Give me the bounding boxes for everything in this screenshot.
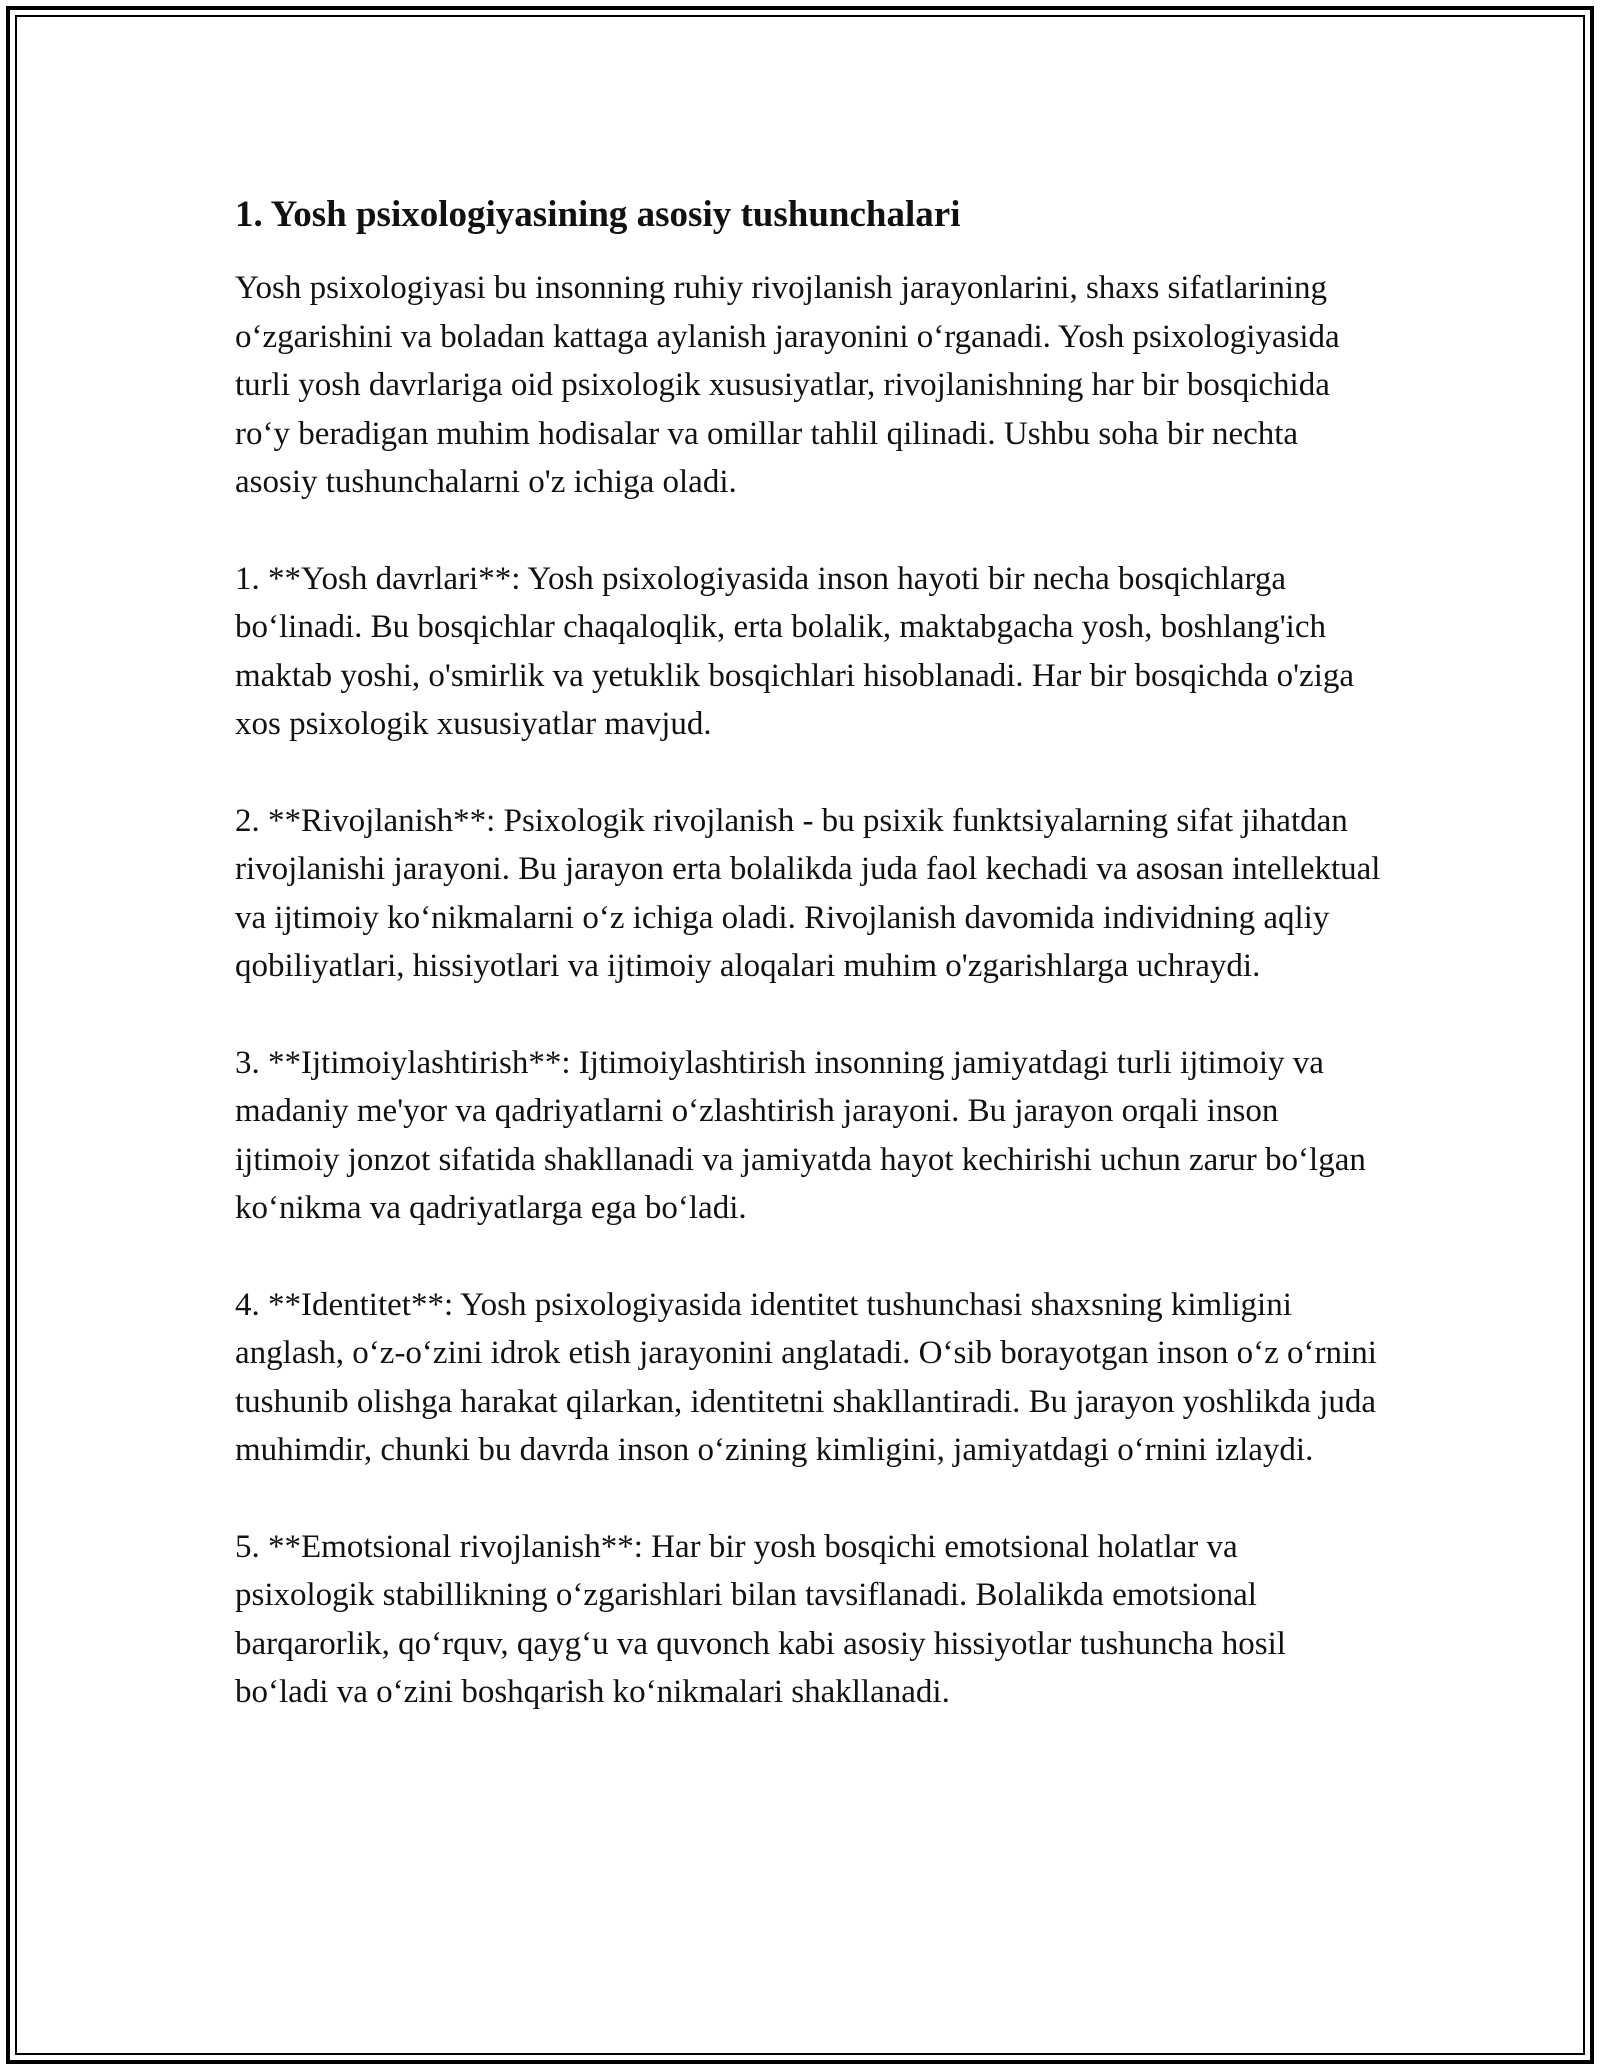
document-body xyxy=(235,188,1385,1765)
paragraph-ijtimoiylashtirish: 3. **Ijtimoiylashtirish**: Ijtimoiylashtirish insonning jamiyatdagi turli ijtimoiy va madaniy me'yor va qadriyatlarni o‘zlashtirish jarayoni. Bu jarayon orqali inson ijtimoiy jonzot sifatida shakllanadi va jamiyatda hayot kechirishi uchun zarur bo‘lgan ko‘nikma va qadriyatlarga ega bo‘ladi. xyxy=(235,1044,1366,1226)
document-title: 1. Yosh psixologiyasining asosiy tushunchalari xyxy=(235,194,961,235)
paragraph-emotsional-rivojlanish: 5. **Emotsional rivojlanish**: Har bir yosh bosqichi emotsional holatlar va psixologik stabillikning o‘zgarishlari bilan tavsiflanadi. Bolalikda emotsional barqarorlik, qo‘rquv, qayg‘u va quvonch kabi asosiy hissiyotlar tushuncha hosil bo‘ladi va o‘zini boshqarish ko‘nikmalari shakllanadi. xyxy=(235,1528,1286,1710)
paragraph-yosh-davrlari: 1. **Yosh davrlari**: Yosh psixologiyasida inson hayoti bir necha bosqichlarga bo‘linadi. Bu bosqichlar chaqaloqlik, erta bolalik, maktabgacha yosh, boshlang'ich maktab yoshi, o'smirlik va yetuklik bosqichlari hisoblanadi. Har bir bosqichda o'ziga xos psixologik xususiyatlar mavjud. xyxy=(235,560,1355,742)
paragraph-rivojlanish: 2. **Rivojlanish**: Psixologik rivojlanish - bu psixik funktsiyalarning sifat jihatdan rivojlanishi jarayoni. Bu jarayon erta bolalikda juda faol kechadi va asosan intellektual va ijtimoiy ko‘nikmalarni o‘z ichiga oladi. Rivojlanish davomida individning aqliy qobiliyatlari, hissiyotlari va ijtimoiy aloqalari muhim o'zgarishlarga uchraydi. xyxy=(235,802,1381,984)
paragraph-identitet: 4. **Identitet**: Yosh psixologiyasida identitet tushunchasi shaxsning kimligini anglash, o‘z-o‘zini idrok etish jarayonini anglatadi. O‘sib borayotgan inson o‘z o‘rnini tushunib olishga harakat qilarkan, identitetni shakllantiradi. Bu jarayon yoshlikda juda muhimdir, chunki bu davrda inson o‘zining kimligini, jamiyatdagi o‘rnini izlaydi. xyxy=(235,1286,1377,1468)
intro-paragraph: Yosh psixologiyasi bu insonning ruhiy rivojlanish jarayonlarini, shaxs sifatlarining o‘zgarishini va boladan kattaga aylanish jarayonini o‘rganadi. Yosh psixologiyasida turli yosh davrlariga oid psixologik xususiyatlar, rivojlanishning har bir bosqichida ro‘y beradigan muhim hodisalar va omillar tahlil qilinadi. Ushbu soha bir nechta asosiy tushunchalarni o'z ichiga oladi. xyxy=(235,270,1340,500)
